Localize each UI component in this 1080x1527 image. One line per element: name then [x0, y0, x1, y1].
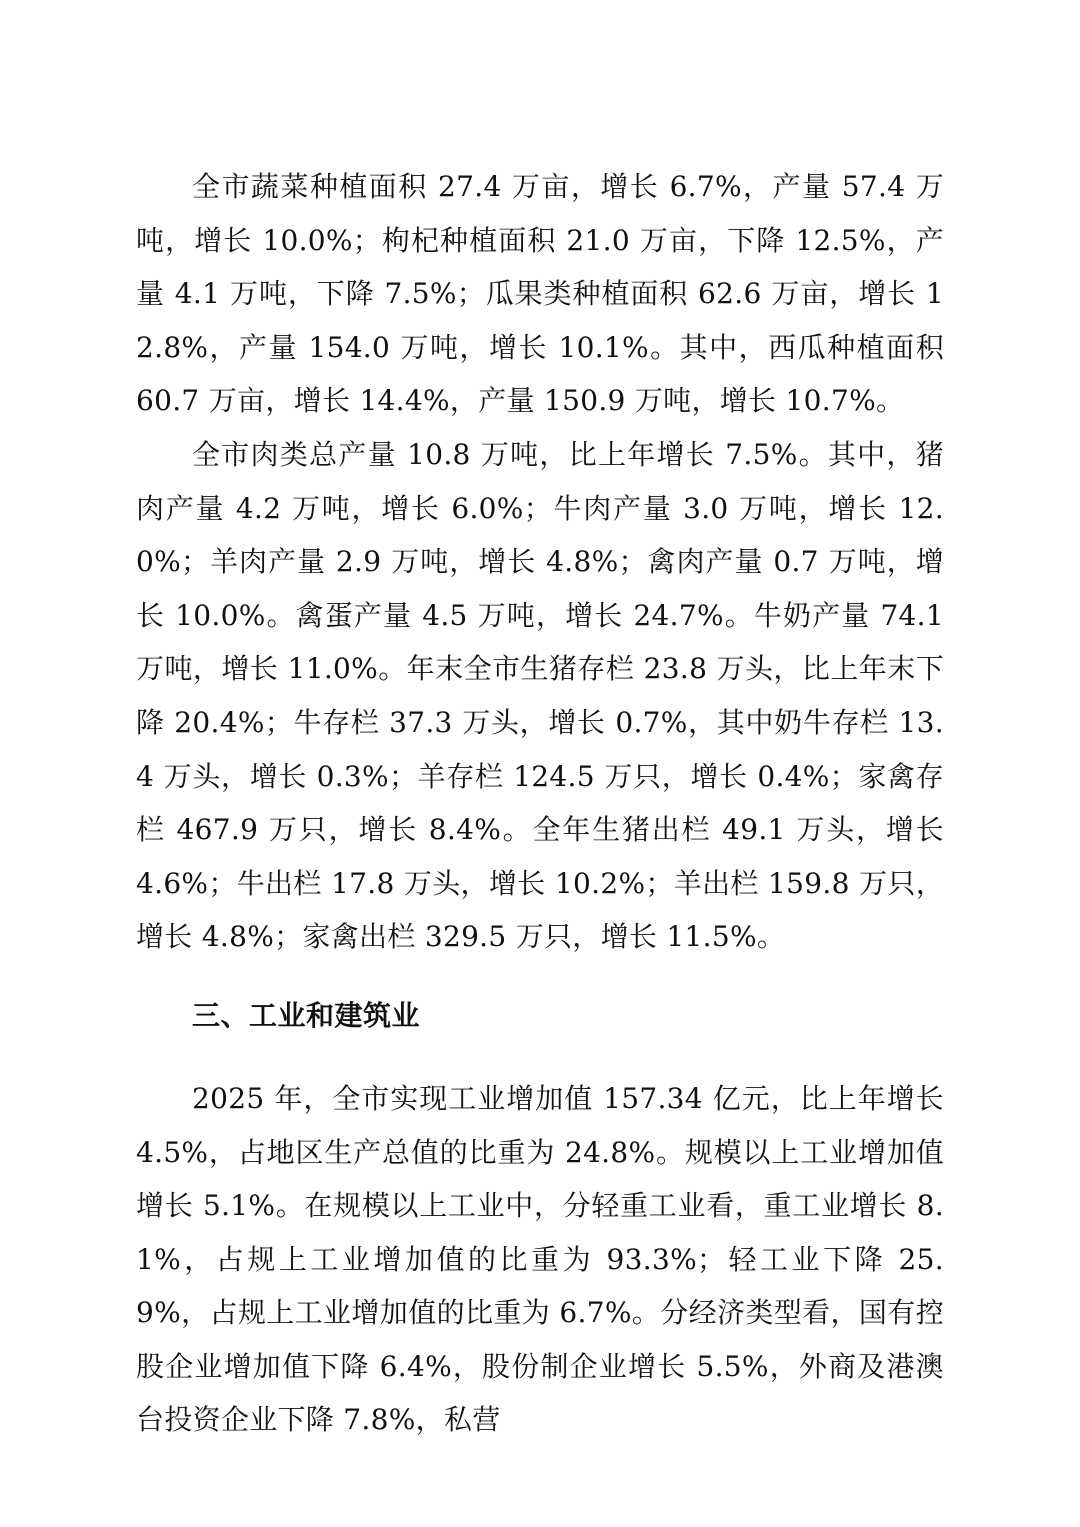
document-body	[136, 160, 944, 1447]
paragraph-vegetables: 全市蔬菜种植面积 27.4 万亩，增长 6.7%，产量 57.4 万吨，增长 10.0%；枸杞种植面积 21.0 万亩，下降 12.5%，产量 4.1 万吨，下降 7.5%；瓜果类种植面积 62.6 万亩，增长 12.8%，产量 154.0 万吨，增长 10.1%。其中，西瓜种植面积 60.7 万亩，增长 14.4%，产量 150.9 万吨，增长 10.7%。	[136, 170, 944, 418]
paragraph-livestock: 全市肉类总产量 10.8 万吨，比上年增长 7.5%。其中，猪肉产量 4.2 万吨，增长 6.0%；牛肉产量 3.0 万吨，增长 12.0%；羊肉产量 2.9 万吨，增长 4.8%；禽肉产量 0.7 万吨，增长 10.0%。禽蛋产量 4.5 万吨，增长 24.7%。牛奶产量 74.1 万吨，增长 11.0%。年末全市生猪存栏 23.8 万头，比上年末下降 20.4%；牛存栏 37.3 万头，增长 0.7%，其中奶牛存栏 13.4 万头，增长 0.3%；羊存栏 124.5 万只，增长 0.4%；家禽存栏 467.9 万只，增长 8.4%。全年生猪出栏 49.1 万头，增长 4.6%；牛出栏 17.8 万头，增长 10.2%；羊出栏 159.8 万只，增长 4.8%；家禽出栏 329.5 万只，增长 11.5%。	[136, 437, 944, 954]
section-heading-industry: 三、工业和建筑业	[192, 998, 421, 1032]
paragraph-industry: 2025 年，全市实现工业增加值 157.34 亿元，比上年增长 4.5%，占地区生产总值的比重为 24.8%。规模以上工业增加值增长 5.1%。在规模以上工业中，分轻重工业看，重工业增长 8.1%，占规上工业增加值的比重为 93.3%；轻工业下降 25.9%，占规上工业增加值的比重为 6.7%。分经济类型看，国有控股企业增加值下降 6.4%，股份制企业增长 5.5%，外商及港澳台投资企业下降 7.8%，私营	[136, 1081, 944, 1437]
